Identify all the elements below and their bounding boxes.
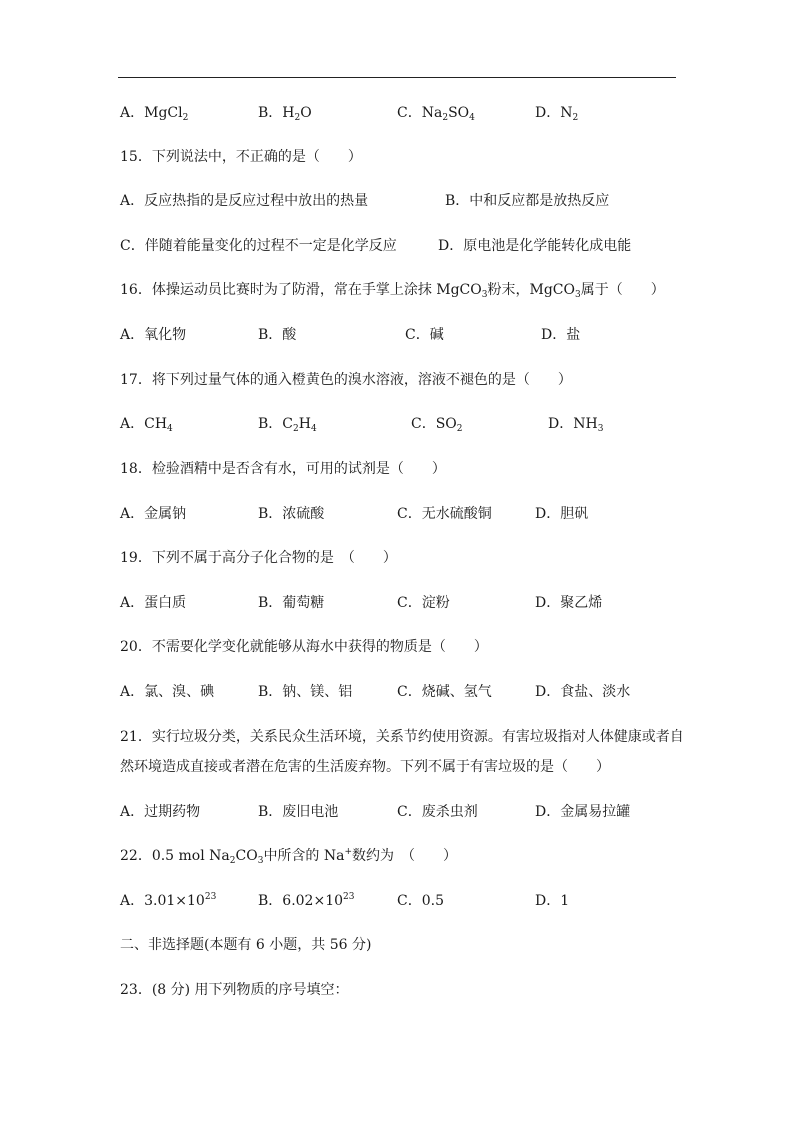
q16-stem: 16．体操运动员比赛时为了防滑，常在手掌上涂抹 MgCO$_3$粉末，MgCO$_3$属于（ ） <box>120 282 665 300</box>
q23-stem: 23．(8 分) 用下列物质的序号填空： <box>120 982 349 998</box>
q21-option-b: B．废旧电池 <box>258 804 339 820</box>
q15-option-a: A．反应热指的是反应过程中放出的热量 <box>120 193 369 209</box>
q17-option-b: B．$C_2H_4$ <box>258 416 317 434</box>
q17-stem: 17．将下列过量气体的通入橙黄色的溴水溶液，溶液不褪色的是（ ） <box>120 372 572 388</box>
q15-option-b: B．中和反应都是放热反应 <box>445 193 610 209</box>
q16-option-b: B．酸 <box>258 327 297 343</box>
q19-option-b: B．葡萄糖 <box>258 595 325 611</box>
q18-option-c: C．无水硫酸铜 <box>397 506 492 522</box>
q17-option-d: D．$NH_3$ <box>548 416 604 434</box>
q18-option-d: D．胆矾 <box>535 506 589 522</box>
q18-stem: 18．检验酒精中是否含有水，可用的试剂是（ ） <box>120 461 446 477</box>
q17-option-a: A．$CH_4$ <box>120 416 173 434</box>
q16-option-d: D．盐 <box>541 327 581 343</box>
q19-stem: 19．下列不属于高分子化合物的是 （ ） <box>120 550 397 566</box>
q14-option-a: A．MgCl$_2$ <box>120 105 189 123</box>
q18-option-b: B．浓硫酸 <box>258 506 325 522</box>
q22-option-c: C．0.5 <box>397 893 444 909</box>
q20-stem: 20．不需要化学变化就能够从海水中获得的物质是（ ） <box>120 639 488 655</box>
q22-option-b: B．$6.02\times 10^{23}$ <box>258 892 355 909</box>
q14-option-b: B．$H_2O$ <box>258 105 312 123</box>
q15-option-d: D．原电池是化学能转化成电能 <box>438 238 632 254</box>
q21-option-a: A．过期药物 <box>120 804 201 820</box>
q22-option-a: A．$3.01\times 10^{23}$ <box>120 892 217 909</box>
q19-option-d: D．聚乙烯 <box>535 595 603 611</box>
q16-option-c: C．碱 <box>405 327 444 343</box>
q20-option-a: A．氯、溴、碘 <box>120 684 215 700</box>
q21-stem-line-1: 21．实行垃圾分类，关系民众生活环境，关系节约使用资源。有害垃圾指对人体健康或者自 <box>120 729 684 745</box>
q20-option-c: C．烧碱、氢气 <box>397 684 492 700</box>
q22-option-d: D．1 <box>535 893 570 909</box>
q17-option-c: C．$SO_2$ <box>411 416 463 434</box>
q22-stem: 22．0.5 mol $Na_2CO_3$中所含的 Na+数约为 （ ） <box>120 847 458 866</box>
q15-option-c: C．伴随着能量变化的过程不一定是化学反应 <box>120 238 397 254</box>
q19-option-a: A．蛋白质 <box>120 595 187 611</box>
q14-option-c: C．$Na_2SO_4$ <box>397 105 475 123</box>
q21-stem-line-2: 然环境造成直接或者潜在危害的生活废弃物。下列不属于有害垃圾的是（ ） <box>120 759 610 775</box>
q21-option-d: D．金属易拉罐 <box>535 804 631 820</box>
section-2-heading: 二、非选择题(本题有 6 小题，共 56 分) <box>120 937 372 953</box>
q18-option-a: A．金属钠 <box>120 506 187 522</box>
q14-option-d: D．$N_2$ <box>535 105 579 123</box>
q16-option-a: A．氧化物 <box>120 327 187 343</box>
header-rule <box>118 77 676 78</box>
q20-option-d: D．食盐、淡水 <box>535 684 631 700</box>
q19-option-c: C．淀粉 <box>397 595 450 611</box>
q20-option-b: B．钠、镁、铝 <box>258 684 353 700</box>
q15-stem: 15．下列说法中，不正确的是（ ） <box>120 149 362 165</box>
q21-option-c: C．废杀虫剂 <box>397 804 478 820</box>
